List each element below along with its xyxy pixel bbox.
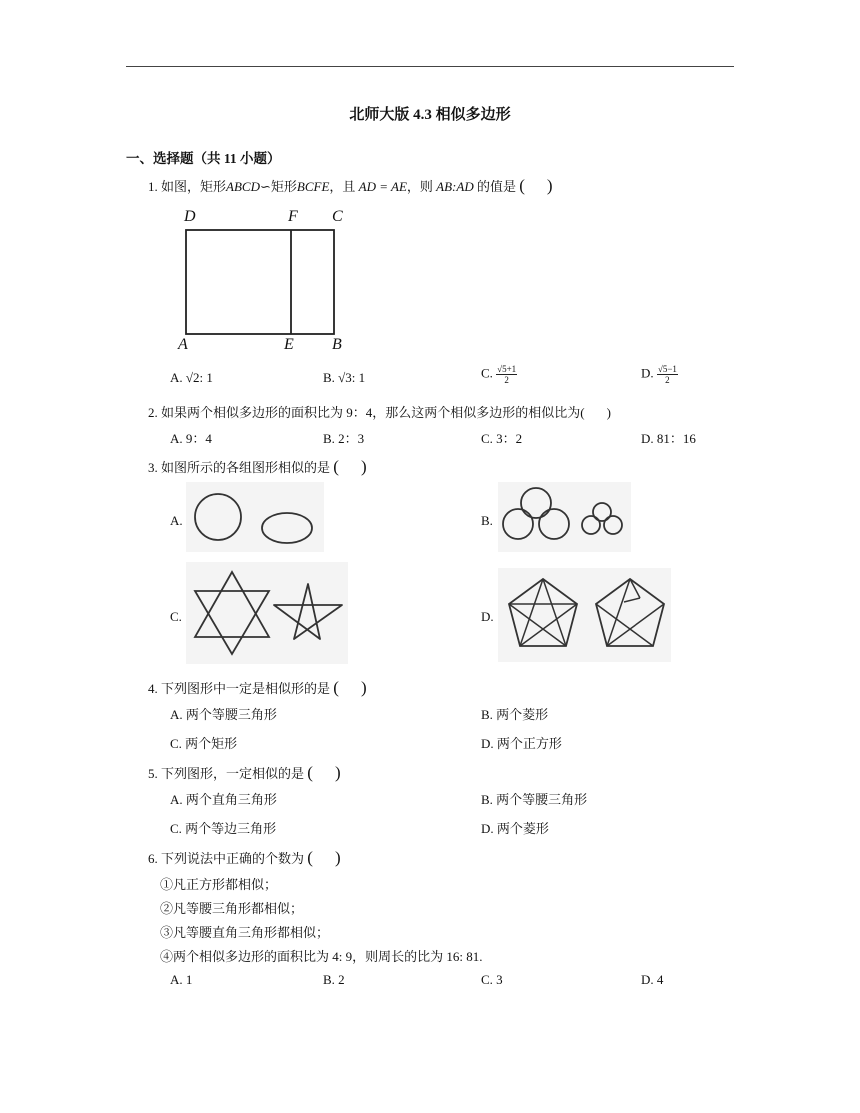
pentagon-figure[interactable]	[498, 568, 671, 662]
star-figure[interactable]	[186, 562, 348, 664]
question-1-math-bcfe: BCFE	[296, 179, 330, 194]
option-c-label: C.	[481, 365, 493, 381]
question-4-text: 4. 下列图形中一定是相似形的是	[148, 681, 331, 696]
q4-option-a[interactable]: A. 两个等腰三角形	[170, 707, 277, 722]
answer-paren-open: (	[519, 176, 525, 195]
q1-option-d[interactable]	[641, 364, 678, 385]
q2-option-b[interactable]: B. 2：3	[323, 431, 365, 446]
figure-label-a: A	[178, 336, 188, 353]
q6-option-a[interactable]: A. 1	[170, 972, 193, 987]
q6-option-b[interactable]: B. 2	[323, 972, 345, 987]
question-2-close-paren: )	[606, 405, 611, 420]
q4-option-c[interactable]: C. 两个矩形	[170, 736, 238, 751]
option-d-numerator: √5−1	[657, 364, 677, 374]
question-1-number: 1.	[148, 179, 158, 194]
option-d-denominator: 2	[665, 375, 670, 385]
answer-paren-open: (	[307, 763, 313, 782]
q2-option-d[interactable]: D. 81：16	[641, 431, 696, 446]
q5-option-d[interactable]: D. 两个菱形	[481, 821, 549, 836]
question-1-post: 的值是	[476, 179, 516, 194]
option-b-label: B.	[323, 370, 335, 385]
question-2	[148, 402, 611, 421]
figure-label-c: C	[332, 208, 343, 225]
answer-paren-open: (	[333, 457, 339, 476]
q3-option-b-label[interactable]: B.	[481, 513, 493, 528]
answer-paren-open: (	[307, 848, 313, 867]
q4-option-d[interactable]: D. 两个正方形	[481, 736, 562, 751]
figure-label-b: B	[332, 336, 342, 353]
answer-paren-close: )	[334, 763, 341, 782]
question-1-pre: 如图，矩形	[161, 179, 227, 194]
figure-label-d: D	[184, 208, 196, 225]
option-a-label: A.	[170, 370, 183, 385]
q3-option-c-label[interactable]: C.	[170, 609, 182, 624]
q6-option-c[interactable]: C. 3	[481, 972, 503, 987]
three-circles-figure[interactable]	[498, 482, 631, 552]
q6-option-d[interactable]: D. 4	[641, 972, 664, 987]
question-1-math-ab-ad: AB:AD	[436, 179, 474, 194]
option-d-fraction	[657, 364, 678, 385]
question-1-math-abcd: ABCD	[226, 179, 260, 194]
section-heading: 一、选择题（共 11 小题）	[126, 151, 281, 166]
q1-option-c[interactable]	[481, 364, 517, 385]
q3-option-a-label[interactable]: A.	[170, 513, 183, 528]
similar-symbol: ∽	[259, 179, 271, 194]
question-6	[148, 848, 341, 868]
question-1-mid: 矩形	[270, 179, 297, 194]
option-d-label: D.	[641, 365, 654, 381]
document-title: 北师大版 4.3 相似多边形	[349, 107, 511, 123]
q3-option-d-label[interactable]: D.	[481, 609, 494, 624]
answer-paren-close: )	[360, 457, 367, 476]
statement-4: ④两个相似多边形的面积比为 4: 9，则周长的比为 16: 81.	[160, 949, 483, 964]
question-5-text: 5. 下列图形，一定相似的是	[148, 766, 305, 781]
question-2-text: 2. 如果两个相似多边形的面积比为 9：4，那么这两个相似多边形的相似比为(	[148, 405, 585, 420]
option-b-text: √3: 1	[338, 370, 366, 385]
answer-paren-close: )	[546, 176, 553, 195]
answer-paren-close: )	[360, 678, 367, 697]
option-c-denominator: 2	[504, 375, 509, 385]
question-4	[148, 678, 367, 698]
q5-option-c[interactable]: C. 两个等边三角形	[170, 821, 277, 836]
option-c-numerator: √5+1	[497, 364, 517, 374]
figure-label-f: F	[288, 208, 298, 225]
question-1-mid3: ，则	[406, 179, 433, 194]
q1-option-a[interactable]	[170, 370, 213, 386]
statement-3: ③凡等腰直角三角形都相似；	[160, 925, 330, 940]
option-c-fraction	[496, 364, 517, 385]
question-6-text: 6. 下列说法中正确的个数为	[148, 851, 305, 866]
question-1-mid2: ，且	[329, 179, 356, 194]
circle-ellipse-figure[interactable]	[186, 482, 324, 552]
answer-paren-open: (	[333, 678, 339, 697]
question-1	[148, 176, 553, 196]
question-3-text: 3. 如图所示的各组图形相似的是	[148, 460, 331, 475]
figure-label-e: E	[284, 336, 294, 353]
statement-2: ②凡等腰三角形都相似；	[160, 901, 304, 916]
q1-option-b[interactable]	[323, 370, 365, 386]
q4-option-b[interactable]: B. 两个菱形	[481, 707, 549, 722]
question-1-math-ad-ae: AD = AE	[358, 179, 407, 194]
q2-option-c[interactable]: C. 3：2	[481, 431, 523, 446]
statement-1: ①凡正方形都相似；	[160, 877, 278, 892]
rectangle-figure	[170, 206, 350, 356]
answer-paren-close: )	[334, 848, 341, 867]
q2-option-a[interactable]: A. 9：4	[170, 431, 212, 446]
q5-option-a[interactable]: A. 两个直角三角形	[170, 792, 277, 807]
question-5	[148, 763, 341, 783]
header-rule	[126, 66, 734, 67]
option-a-text: √2: 1	[185, 370, 213, 385]
q5-option-b[interactable]: B. 两个等腰三角形	[481, 792, 588, 807]
question-3	[148, 457, 367, 477]
